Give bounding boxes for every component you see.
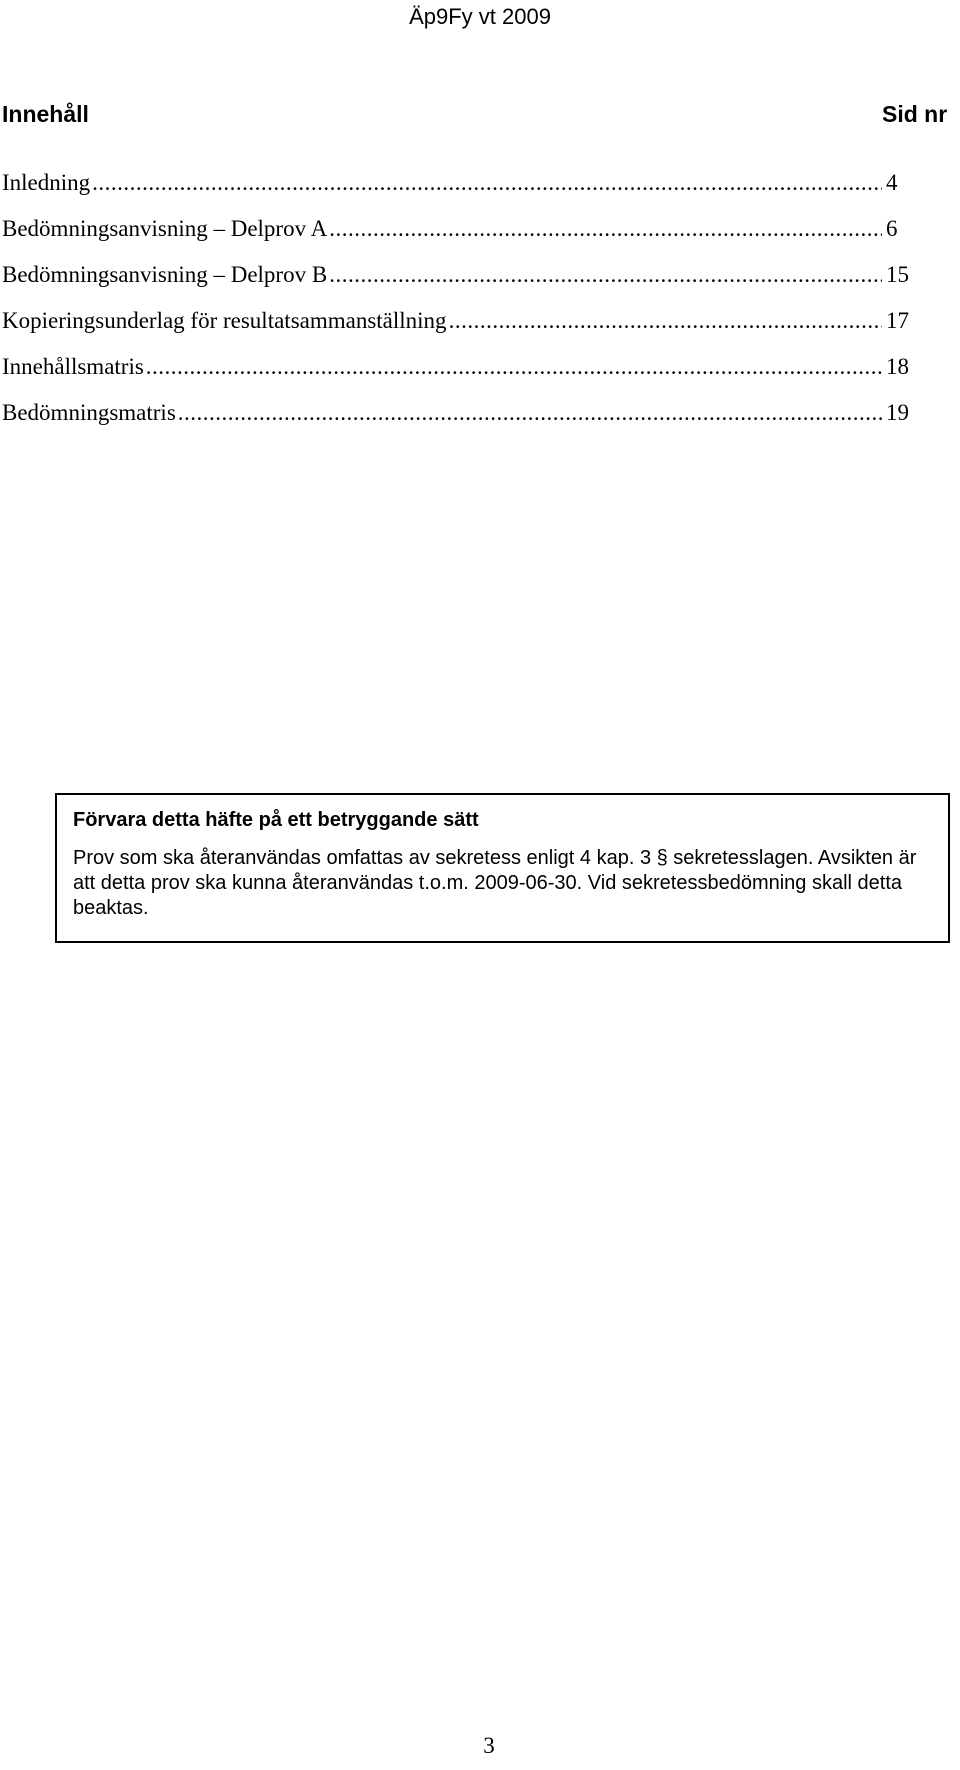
page-column-label: Sid nr: [882, 101, 948, 127]
toc-entry-title: Bedömningsmatris: [2, 400, 176, 425]
toc-entry-page: 17: [886, 308, 909, 333]
notice-text: Prov som ska återanvändas omfattas av sekretess enligt 4 kap. 3 § sekretesslagen. Avsikten är att detta prov ska kunna återanvändas t.o.m. 2009-06-30. Vid sekretessbedömning skall detta beaktas.: [73, 847, 917, 919]
toc-entry-delprov-b[interactable]: [2, 252, 912, 298]
toc-heading: Innehåll: [2, 101, 89, 127]
toc-entry-title: Kopieringsunderlag för resultatsammanställning: [2, 308, 447, 333]
toc-entry-title: Inledning: [2, 170, 91, 195]
toc-dot-leader: [329, 252, 882, 298]
toc-entry-page: 19: [886, 400, 909, 425]
toc-dot-leader: [329, 206, 882, 252]
toc-entry-innehallsmatris[interactable]: [2, 344, 912, 390]
toc-entry-page: 15: [886, 262, 909, 287]
toc-entry-delprov-a[interactable]: [2, 206, 912, 252]
toc-dot-leader: [92, 160, 882, 206]
toc-entry-title: Innehållsmatris: [2, 354, 144, 379]
confidentiality-notice-box: [55, 793, 950, 943]
toc-entry-page: 4: [886, 170, 898, 195]
toc-entry-kopieringsunderlag[interactable]: [2, 298, 912, 344]
toc-entry-bedomningsmatris[interactable]: [2, 390, 912, 436]
toc-entry-page: 18: [886, 354, 909, 379]
toc-dot-leader: [449, 298, 882, 344]
toc-dot-leader: [178, 390, 882, 436]
page-number: 3: [483, 1733, 495, 1758]
table-of-contents: [2, 160, 912, 436]
toc-entry-page: 6: [886, 216, 898, 241]
toc-entry-title: Bedömningsanvisning – Delprov B: [2, 262, 328, 287]
toc-entry-inledning[interactable]: [2, 160, 912, 206]
toc-entry-title: Bedömningsanvisning – Delprov A: [2, 216, 328, 241]
notice-title: Förvara detta häfte på ett betryggande sätt: [73, 809, 479, 831]
toc-dot-leader: [146, 344, 882, 390]
document-header: Äp9Fy vt 2009: [409, 4, 551, 29]
toc-heading-row: [0, 97, 960, 131]
